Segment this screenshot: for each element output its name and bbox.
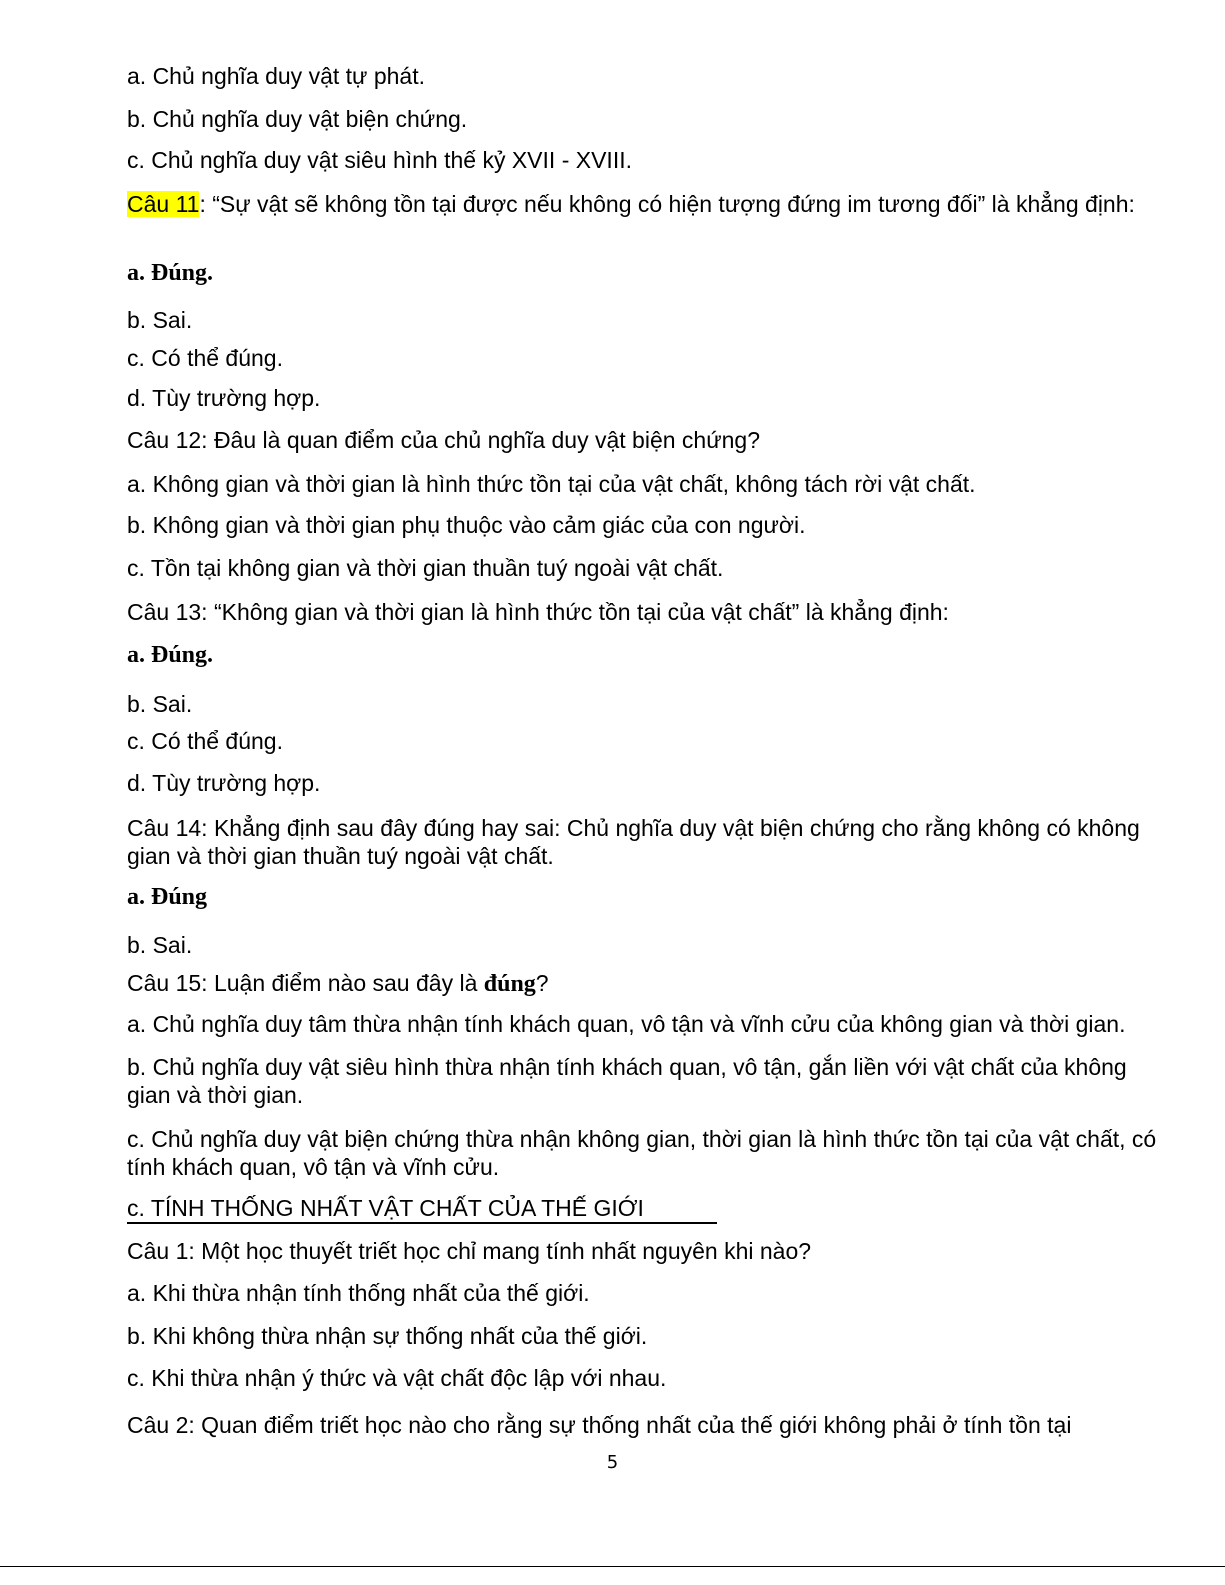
answer-option: b. Chủ nghĩa duy vật biện chứng.: [127, 106, 468, 132]
emphasis: đúng: [483, 971, 536, 997]
answer-option: b. Sai.: [127, 307, 193, 333]
question-14: Câu 14: Khẳng định sau đây đúng hay sai: Chủ nghĩa duy vật biện chứng cho rằng không có không gian và thời gian thuần tuý ngoài vật chất.: [127, 815, 1140, 869]
answer-option: c. Có thể đúng.: [127, 728, 283, 754]
answer-option: d. Tùy trường hợp.: [127, 770, 321, 796]
question-text: : “Sự vật sẽ không tồn tại được nếu không có hiện tượng đứng im tương đối” là khẳng định:: [199, 191, 1135, 217]
question-1: Câu 1: Một học thuyết triết học chỉ mang tính nhất nguyên khi nào?: [127, 1238, 812, 1264]
answer-option: b. Sai.: [127, 691, 193, 717]
answer-option: a. Khi thừa nhận tính thống nhất của thế giới.: [127, 1280, 590, 1306]
answer-option: a. Chủ nghĩa duy vật tự phát.: [127, 63, 425, 89]
highlighted-question-label: Câu 11: [127, 191, 200, 217]
answer-option: b. Chủ nghĩa duy vật siêu hình thừa nhận tính khách quan, vô tận, gắn liền với vật chất của không gian và thời gian.: [127, 1054, 1127, 1108]
answer-option: c. Chủ nghĩa duy vật siêu hình thế kỷ XVII - XVIII.: [127, 147, 632, 173]
answer-option: c. Có thể đúng.: [127, 345, 283, 371]
answer-option: a. Đúng.: [127, 642, 214, 668]
answer-option: c. Tồn tại không gian và thời gian thuần tuý ngoài vật chất.: [127, 555, 724, 581]
answer-option: b. Khi không thừa nhận sự thống nhất của thế giới.: [127, 1323, 648, 1349]
question-2: Câu 2: Quan điểm triết học nào cho rằng sự thống nhất của thế giới không phải ở tính tồn tại: [127, 1412, 1072, 1438]
answer-option: c. Khi thừa nhận ý thức và vật chất độc lập với nhau.: [127, 1365, 667, 1391]
answer-option: a. Chủ nghĩa duy tâm thừa nhận tính khách quan, vô tận và vĩnh cửu của không gian và thời gian.: [127, 1011, 1126, 1037]
question-12: Câu 12: Đâu là quan điểm của chủ nghĩa duy vật biện chứng?: [127, 427, 760, 453]
section-heading: c. TÍNH THỐNG NHẤT VẬT CHẤT CỦA THẾ GIỚI: [127, 1194, 717, 1224]
answer-option: b. Sai.: [127, 932, 193, 958]
answer-option: c. Chủ nghĩa duy vật biện chứng thừa nhận không gian, thời gian là hình thức tồn tại của vật chất, có tính khách quan, vô tận và vĩnh cửu.: [127, 1126, 1157, 1180]
answer-option: d. Tùy trường hợp.: [127, 385, 321, 411]
question-11: [127, 190, 1173, 246]
answer-option: b. Không gian và thời gian phụ thuộc vào cảm giác của con người.: [127, 512, 806, 538]
answer-option: a. Đúng: [127, 884, 208, 910]
answer-option: a. Không gian và thời gian là hình thức tồn tại của vật chất, không tách rời vật chất.: [127, 471, 976, 497]
answer-option: a. Đúng.: [127, 260, 214, 286]
question-13: Câu 13: “Không gian và thời gian là hình thức tồn tại của vật chất” là khẳng định:: [127, 599, 949, 625]
page-bottom-border: [0, 1566, 1225, 1567]
question-15: Câu 15: Luận điểm nào sau đây là đúng?: [127, 970, 549, 997]
page-number: 5: [606, 1452, 619, 1473]
